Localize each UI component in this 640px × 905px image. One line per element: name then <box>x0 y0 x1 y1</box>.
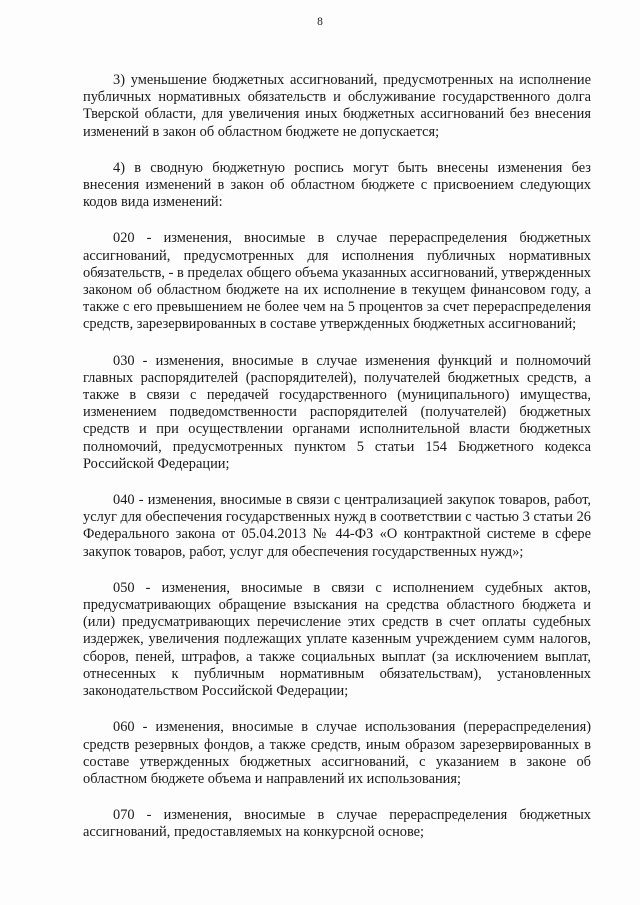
page-number: 8 <box>317 16 323 28</box>
paragraph-code-050: 050 - изменения, вносимые в связи с исполнением судебных актов, предусматривающих обращение взыскания на средства областного бюджета и (или) предусматривающих перечисление этих средств в счет оплаты судебных издержек, увеличения подлежащих уплате казенным учреждением сумм налогов, сборов, пеней, штрафов, а также социальных выплат (за исключением выплат, отнесенных к публичным нормативным обязательствам), установленных законодательством Российской Федерации; <box>83 579 591 700</box>
paragraph-code-070: 070 - изменения, вносимые в случае перераспределения бюджетных ассигнований, предоставляемых на конкурсной основе; <box>83 807 591 841</box>
paragraph-code-030: 030 - изменения, вносимые в случае изменения функций и полномочий главных распорядителей (распорядителей), получателей бюджетных средств, а также в связи с передачей государственного (муниципального) имущества, изменением подведомственности распорядителей (получателей) бюджетных средств и при осуществлении органами исполнительной власти бюджетных полномочий, предусмотренных пунктом 5 статьи 154 Бюджетного кодекса Российской Федерации; <box>83 352 591 472</box>
paragraph-code-040: 040 - изменения, вносимые в связи с централизацией закупок товаров, работ, услуг для обеспечения государственных нужд в соответствии с частью 3 статьи 26 Федерального закона от 05.04.2013 № 44-ФЗ «О контрактной системе в сфере закупок товаров, работ, услуг для обеспечения государственных нужд»; <box>83 492 591 560</box>
paragraph-item-4: 4) в сводную бюджетную роспись могут быть внесены изменения без внесения изменений в закон об областном бюджете с присвоением следующих кодов вида изменений: <box>83 159 591 211</box>
document-body <box>83 72 591 861</box>
paragraph-item-3: 3) уменьшение бюджетных ассигнований, предусмотренных на исполнение публичных нормативных обязательств и обслуживание государственного долга Тверской области, для увеличения иных бюджетных ассигнований без внесения изменений в закон об областном бюджете не допускается; <box>83 72 591 140</box>
paragraph-code-060: 060 - изменения, вносимые в случае использования (перераспределения) средств резервных фондов, а также средств, иным образом зарезервированных в составе утвержденных бюджетных ассигнований, с указанием в законе об областном бюджете объема и направлений их использования; <box>83 719 591 787</box>
paragraph-code-020: 020 - изменения, вносимые в случае перераспределения бюджетных ассигнований, предусмотренных для исполнения публичных нормативных обязательств, - в пределах общего объема указанных ассигнований, утвержденных законом об областном бюджете на их исполнение в текущем финансовом году, а также с его превышением не более чем на 5 процентов за счет перераспределения средств, зарезервированных в составе утвержденных бюджетных ассигнований; <box>83 230 591 333</box>
